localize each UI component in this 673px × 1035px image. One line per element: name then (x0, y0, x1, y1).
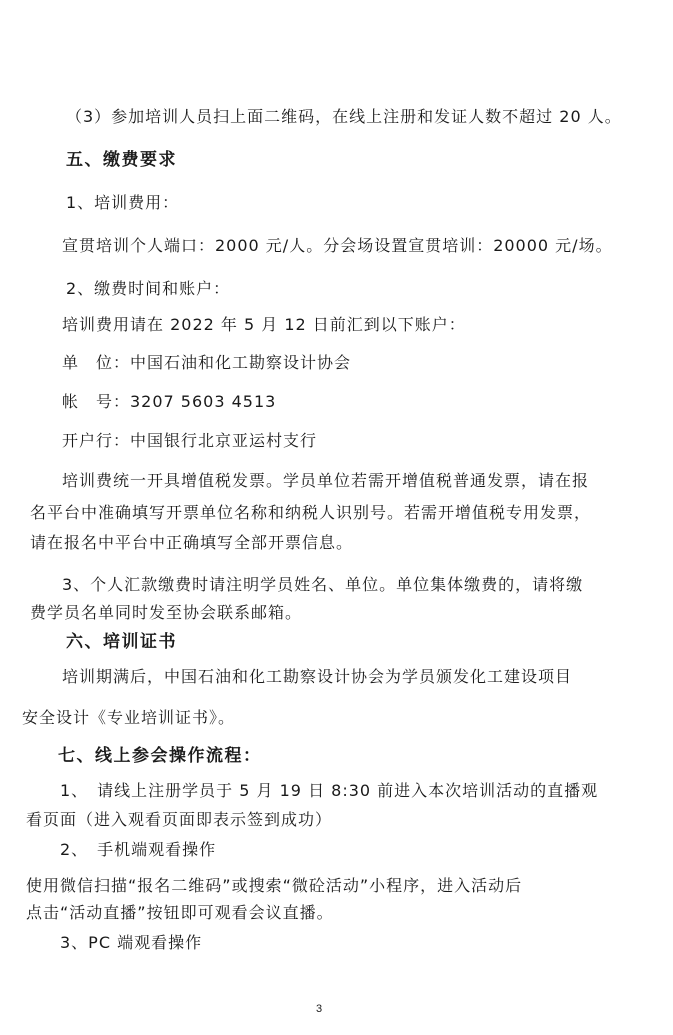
invoice-paragraph-line: 请在报名中平台中正确填写全部开票信息。 (30, 533, 354, 552)
payment-deadline: 培训费用请在 2022 年 5 月 12 日前汇到以下账户： (62, 315, 466, 334)
section-7-heading: 七、线上参会操作流程： (58, 746, 262, 766)
section-5-heading: 五、缴费要求 (66, 150, 177, 170)
fee-subheading: 1、培训费用： (66, 193, 180, 212)
remittance-note-line: 3、个人汇款缴费时请注明学员姓名、单位。单位集体缴费的，请将缴 (62, 575, 584, 594)
step-2-heading: 2、 手机端观看操作 (60, 840, 217, 859)
account-number: 帐 号：3207 5603 4513 (62, 392, 277, 411)
certificate-paragraph-line: 培训期满后，中国石油和化工勘察设计协会为学员颁发化工建设项目 (62, 667, 573, 686)
remittance-note-line: 费学员名单同时发至协会联系邮箱。 (30, 603, 303, 622)
fee-amounts: 宣贯培训个人端口：2000 元/人。分会场设置宣贯培训：20000 元/场。 (62, 236, 613, 255)
step-1-line: 1、 请线上注册学员于 5 月 19 日 8:30 前进入本次培训活动的直播观 (60, 781, 599, 800)
step-1-line: 看页面（进入观看页面即表示签到成功） (26, 810, 333, 829)
step-2-line: 使用微信扫描“报名二维码”或搜索“微砼活动”小程序，进入活动后 (26, 876, 523, 895)
certificate-paragraph-line: 安全设计《专业培训证书》。 (22, 708, 236, 727)
section-6-heading: 六、培训证书 (66, 632, 177, 652)
step-2-line: 点击“活动直播”按钮即可观看会议直播。 (26, 903, 334, 922)
payment-subheading: 2、缴费时间和账户： (66, 279, 231, 298)
step-3-heading: 3、PC 端观看操作 (60, 933, 203, 952)
registration-note: （3）参加培训人员扫上面二维码，在线上注册和发证人数不超过 20 人。 (66, 107, 622, 126)
account-bank: 开户行：中国银行北京亚运村支行 (62, 431, 318, 450)
account-unit: 单 位：中国石油和化工勘察设计协会 (62, 353, 352, 372)
page-number: 3 (316, 1003, 323, 1015)
invoice-paragraph-line: 培训费统一开具增值税发票。学员单位若需开增值税普通发票，请在报 (62, 471, 590, 490)
invoice-paragraph-line: 名平台中准确填写开票单位名称和纳税人识别号。若需开增值税专用发票， (30, 503, 592, 522)
